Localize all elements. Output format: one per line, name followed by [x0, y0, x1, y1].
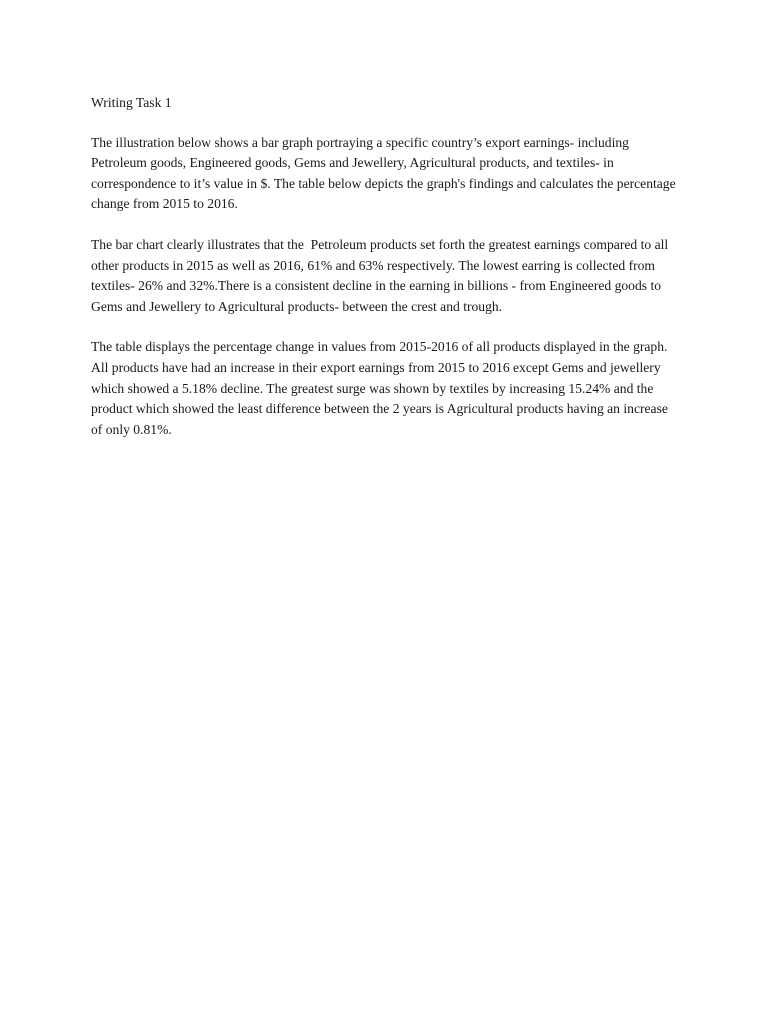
document-title: Writing Task 1 [91, 95, 172, 110]
paragraph-table: The table displays the percentage change in values from 2015-2016 of all products displayed in the graph. All products have had an increase in their export earnings from 2015 to 2016 except Gems and jewellery which showed a 5.18% decline. The greatest surge was shown by textiles by increasing 15.24% and the product which showed the least difference between the 2 years is Agricultural products having an increase of only 0.81%. [91, 339, 672, 437]
document-body [91, 93, 681, 460]
paragraph-bar-chart: The bar chart clearly illustrates that the Petroleum products set forth the greatest earnings compared to all other products in 2015 as well as 2016, 61% and 63% respectively. The lowest earring is collected from textiles- 26% and 32%.There is a consistent decline in the earning in billions - from Engineered goods to Gems and Jewellery to Agricultural products- between the crest and trough. [91, 236, 672, 314]
paragraph-intro: The illustration below shows a bar graph portraying a specific country’s export earnings- including Petroleum goods, Engineered goods, Gems and Jewellery, Agricultural products, and textiles- in correspondence to it’s value in $. The table below depicts the graph's findings and calculates the percentage change from 2015 to 2016. [91, 134, 680, 212]
